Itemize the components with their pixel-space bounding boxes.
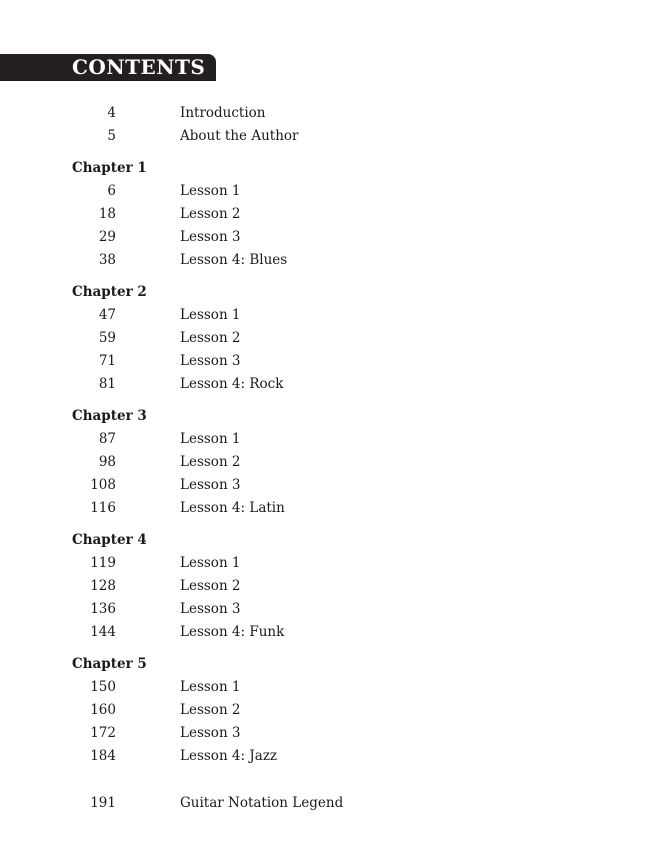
toc-entry[interactable]	[0, 227, 648, 247]
toc-entry[interactable]	[0, 599, 648, 619]
toc-entry[interactable]	[0, 475, 648, 495]
toc-page-number: 144	[90, 624, 116, 640]
toc-entry[interactable]	[0, 677, 648, 697]
toc-entry-title: Lesson 2	[180, 454, 241, 470]
toc-page-number: 150	[90, 679, 116, 695]
toc-entry-title: Lesson 1	[180, 183, 241, 199]
contents-banner	[0, 54, 216, 81]
toc-page-number: 38	[98, 252, 116, 268]
toc-page-number: 71	[98, 353, 116, 369]
toc-entry-title: Lesson 3	[180, 601, 241, 617]
toc-entry[interactable]	[0, 351, 648, 371]
chapter-heading: Chapter 2	[72, 284, 147, 300]
toc-page-number: 116	[90, 500, 116, 516]
chapter-heading: Chapter 4	[72, 532, 147, 548]
toc-entry[interactable]	[0, 328, 648, 348]
toc-entry-title: Lesson 3	[180, 725, 241, 741]
toc-entry-title: Lesson 2	[180, 206, 241, 222]
toc-entry[interactable]	[0, 250, 648, 270]
toc-page-number: 59	[98, 330, 116, 346]
toc-entry[interactable]	[0, 452, 648, 472]
toc-page-number: 87	[98, 431, 116, 447]
toc-page-number: 119	[90, 555, 116, 571]
toc-entry[interactable]	[0, 553, 648, 573]
toc-entry[interactable]	[0, 723, 648, 743]
toc-entry-title: Lesson 3	[180, 229, 241, 245]
toc-page-number: 160	[90, 702, 116, 718]
toc-entry[interactable]	[0, 429, 648, 449]
toc-entry-title: Lesson 4: Blues	[180, 252, 288, 268]
toc-page-number: 136	[90, 601, 116, 617]
toc-entry[interactable]	[0, 576, 648, 596]
toc-entry-title: Lesson 4: Funk	[180, 624, 285, 640]
toc-page-number: 4	[107, 105, 116, 121]
toc-page-number: 191	[90, 795, 116, 811]
toc-entry-title: Lesson 4: Rock	[180, 376, 284, 392]
toc-entry[interactable]	[0, 793, 648, 813]
toc-entry-title: Lesson 1	[180, 431, 241, 447]
toc-entry-title: Lesson 1	[180, 679, 241, 695]
toc-page-number: 5	[107, 128, 116, 144]
toc-entry-title: Lesson 2	[180, 330, 241, 346]
toc-entry[interactable]	[0, 305, 648, 325]
chapter-heading: Chapter 1	[72, 160, 147, 176]
toc-page-number: 47	[98, 307, 116, 323]
toc-page-number: 29	[98, 229, 116, 245]
toc-entry-title: Lesson 1	[180, 555, 241, 571]
toc-entry-title: Lesson 1	[180, 307, 241, 323]
toc-page-number: 184	[90, 748, 116, 764]
page-title: CONTENTS	[72, 55, 206, 79]
toc-entry[interactable]	[0, 498, 648, 518]
toc-entry[interactable]	[0, 622, 648, 642]
toc-entry-title: Guitar Notation Legend	[180, 795, 344, 811]
toc-page-number: 172	[90, 725, 116, 741]
toc-page-number: 81	[98, 376, 116, 392]
toc-entry-title: About the Author	[180, 128, 299, 144]
toc-entry[interactable]	[0, 700, 648, 720]
toc-entry[interactable]	[0, 181, 648, 201]
toc-entry[interactable]	[0, 204, 648, 224]
toc-entry-title: Lesson 2	[180, 578, 241, 594]
toc-page-number: 6	[107, 183, 116, 199]
toc-page-number: 98	[98, 454, 116, 470]
chapter-heading: Chapter 3	[72, 408, 147, 424]
toc-entry-title: Lesson 3	[180, 477, 241, 493]
toc-entry[interactable]	[0, 103, 648, 123]
toc-page-number: 128	[90, 578, 116, 594]
toc-entry-title: Lesson 2	[180, 702, 241, 718]
toc-entry[interactable]	[0, 126, 648, 146]
toc-entry-title: Introduction	[180, 105, 266, 121]
toc-entry[interactable]	[0, 374, 648, 394]
chapter-heading: Chapter 5	[72, 656, 147, 672]
toc-entry-title: Lesson 4: Latin	[180, 500, 285, 516]
toc-page-number: 18	[98, 206, 116, 222]
toc-entry-title: Lesson 3	[180, 353, 241, 369]
toc-entry[interactable]	[0, 746, 648, 766]
toc-page-number: 108	[90, 477, 116, 493]
toc-entry-title: Lesson 4: Jazz	[180, 748, 278, 764]
